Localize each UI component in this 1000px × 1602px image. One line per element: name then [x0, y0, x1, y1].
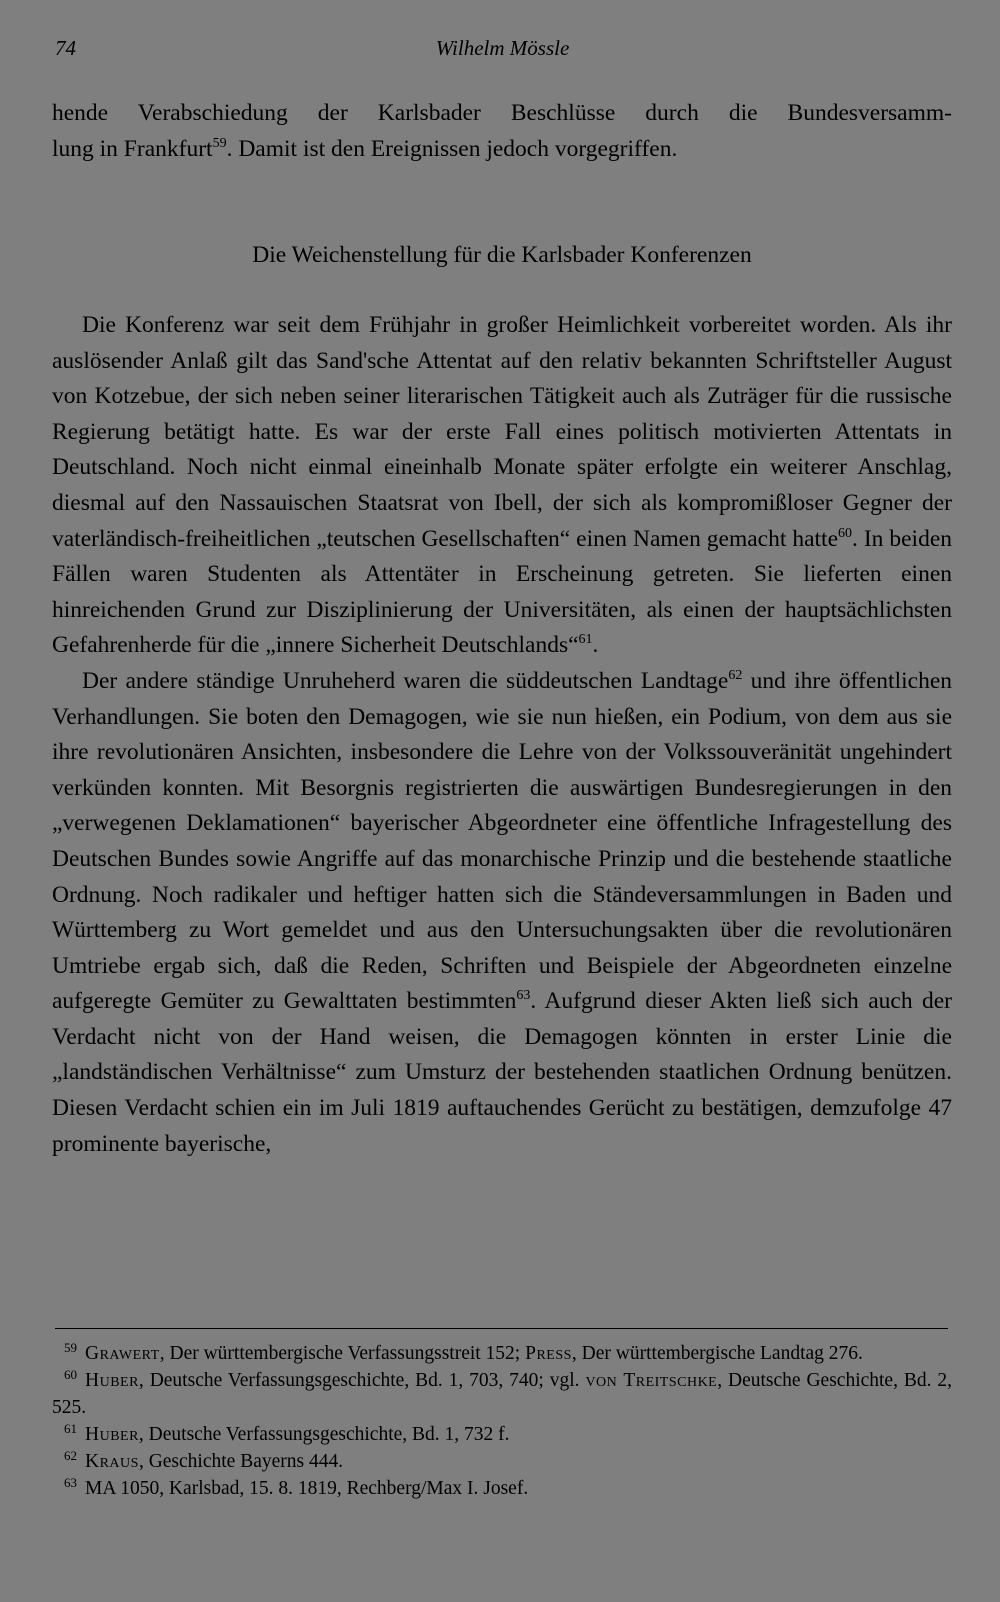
page-number: 74: [55, 36, 76, 60]
footnote-62: $^{62}$ Kraus, Geschichte Bayerns 444.: [64, 1448, 344, 1472]
footnote-61: $^{61}$ Huber, Deutsche Verfassungsgeschichte, Bd. 1, 732 f.: [64, 1421, 510, 1445]
body-text: [52, 308, 952, 1162]
footnote-ref-60[interactable]: 60: [838, 525, 853, 541]
footnote-60: $^{60}$ Huber, Deutsche Verfassungsgeschichte, Bd. 1, 703, 740; vgl. von Treitschke, Deutsche Geschichte, Bd. 2, 525.: [52, 1367, 953, 1418]
paragraph-1: Die Konferenz war seit dem Frühjahr in großer Heimlichkeit vorbereitet worden. Als ihr auslösender Anlaß gilt das Sand'sche Attentat auf den relativ bekannten Schriftsteller August von Kotzebue, der sich neben seiner literarischen Tätigkeit auch als Zuträger für die russische Regierung betätigt hatte. Es war der erste Fall eines politisch motivierten Attentats in Deutschland. Noch nicht einmal eineinhalb Monate später erfolgte ein weiterer Anschlag, diesmal auf den Nassauischen Staatsrat von Ibell, der sich als kompromißloser Gegner der vaterländisch-freiheitlichen „teutschen Gesellschaften“ einen Namen gemacht hatte$^{60}$. In beiden Fällen waren Studenten als Attentäter in Erscheinung getreten. Sie lieferten einen hinreichenden Grund zur Disziplinierung der Universitäten, als einen der hauptsächlichsten Gefahrenherde für die „innere Sicherheit Deutschlands“$^{61}$.: [52, 312, 953, 659]
footnote-ref-59[interactable]: 59: [212, 135, 227, 151]
page-header: [55, 36, 950, 68]
footnote-63: $^{63}$ MA 1050, Karlsbad, 15. 8. 1819, Rechberg/Max I. Josef.: [64, 1475, 529, 1499]
running-title: Wilhelm Mössle: [435, 36, 570, 60]
intro-line-1: hende Verabschiedung der Karlsbader Beschlüsse durch die Bundesversamm-: [52, 100, 952, 126]
footnote-ref-63[interactable]: 63: [516, 988, 531, 1004]
footnotes: [52, 1340, 952, 1502]
footnote-ref-61[interactable]: 61: [578, 632, 593, 648]
footnote-ref-62[interactable]: 62: [728, 667, 743, 683]
paragraph-2: Der andere ständige Unruheherd waren die süddeutschen Landtage$^{62}$ und ihre öffentlichen Verhandlungen. Sie boten den Demagogen, wie sie nun hießen, ein Podium, von dem aus sie ihre revolutionären Ansichten, insbesondere die Lehre von der Volkssouveränität ungehindert verkünden konnten. Mit Besorgnis registrierten die auswärtigen Bundesregierungen in den „verwegenen Deklamationen“ bayerischer Abgeordneter eine öffentliche Infragestellung des Deutschen Bundes sowie Angriffe auf das monarchische Prinzip und die bestehende staatliche Ordnung. Noch radikaler und heftiger hatten sich die Ständeversammlungen in Baden und Württemberg zu Wort gemeldet und aus den Untersuchungsakten über die revolutionären Umtriebe ergab sich, daß die Reden, Schriften und Beispiele der Abgeordneten einzelne aufgeregte Gemüter zu Gewalttaten bestimmten$^{63}$. Aufgrund dieser Akten ließ sich auch der Verdacht nicht von der Hand weisen, die Demagogen könnten in erster Linie die „landständischen Verhältnisse“ zum Umsturz der bestehenden staatlichen Ordnung benützen. Diesen Verdacht schien ein im Juli 1819 auftauchendes Gerücht zu bestätigen, demzufolge 47 prominente bayerische,: [52, 667, 953, 1157]
intro-paragraph: hende Verabschiedung der Karlsbader Beschlüsse durch die Bundesversamm- lung in Frankfurt$^{59}$. Damit ist den Ereignissen jedoch vorgegriffen.: [52, 100, 952, 162]
footnote-separator: [55, 1328, 948, 1329]
section-heading: Die Weichenstellung für die Karlsbader Konferenzen: [252, 242, 752, 268]
footnote-59: $^{59}$ Grawert, Der württembergische Verfassungsstreit 152; Press, Der württembergische Landtag 276.: [64, 1340, 863, 1364]
